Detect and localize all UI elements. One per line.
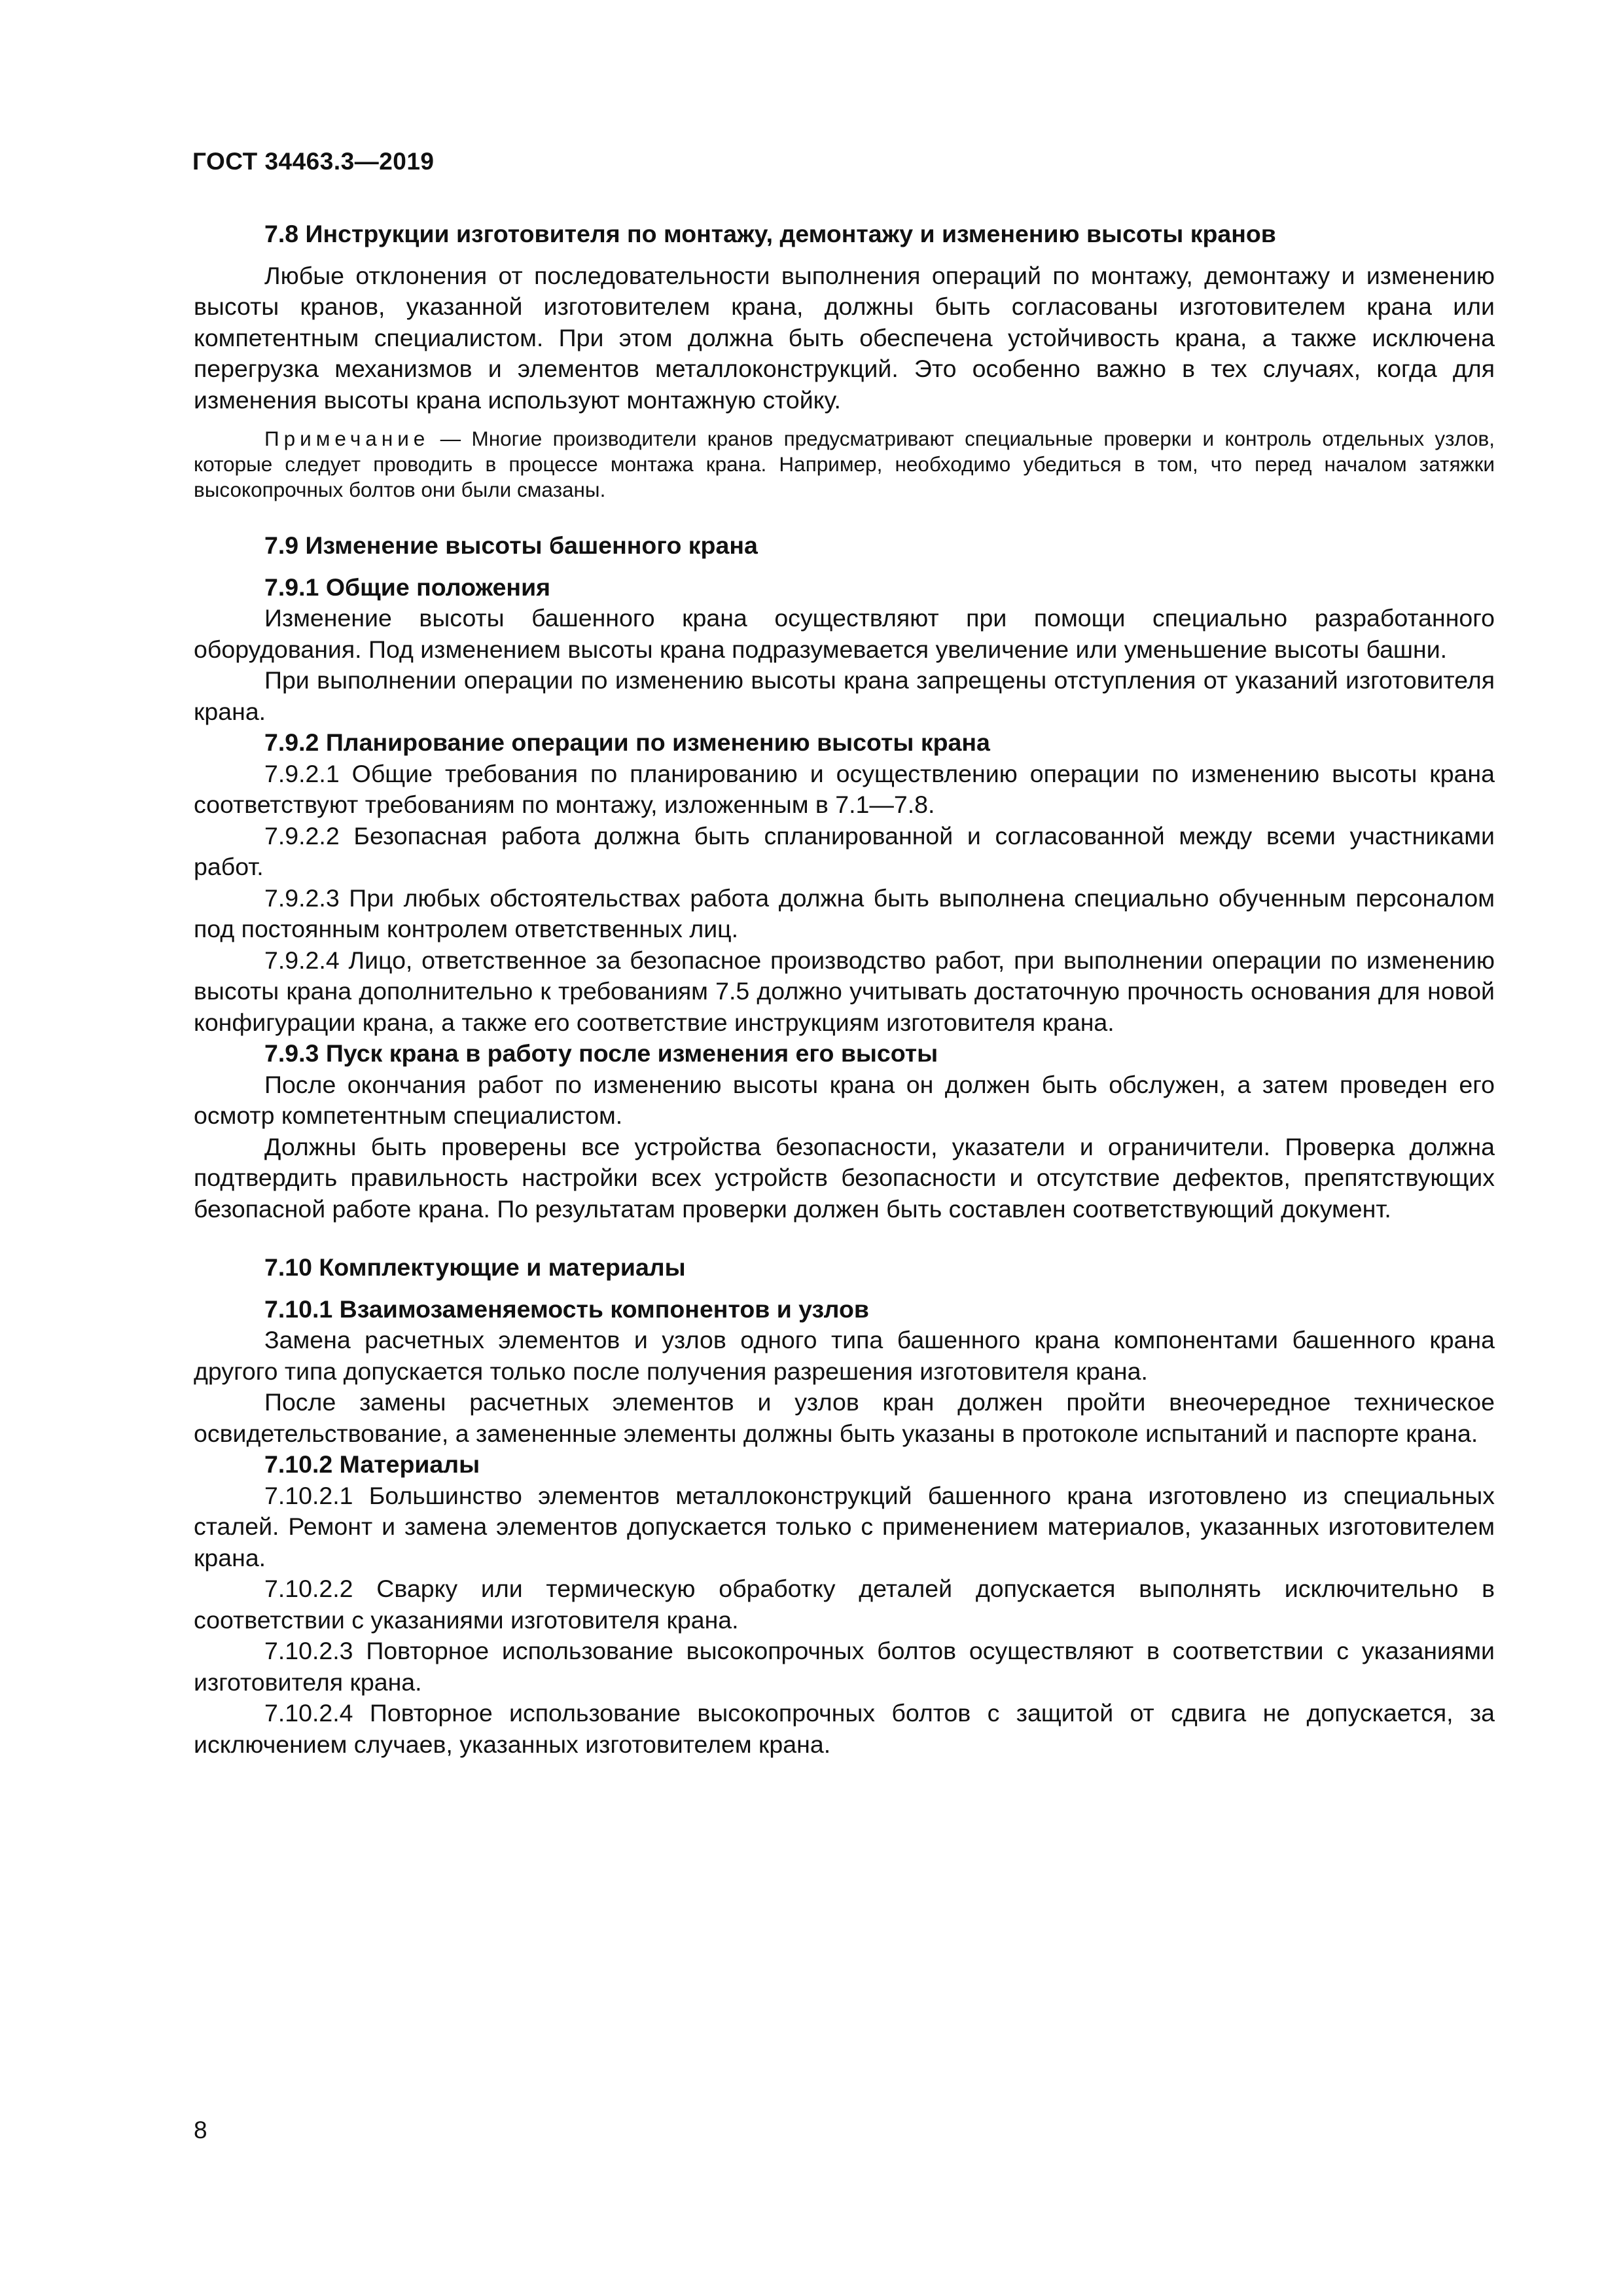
paragraph: Любые отклонения от последовательности выполнения операций по монтажу, демонтажу и изменению высоты кранов, указанной изготовителем крана, должны быть согласованы изготовителем крана или компетентным специалистом. При этом должна быть обеспечена устойчивость крана, а также исключена перегрузка механизмов и элементов металлоконструкций. Это особенно важно в тех случаях, когда для изменения высоты крана используют монтажную стойку. (194, 261, 1495, 414)
paragraph: 7.9.2.4 Лицо, ответственное за безопасное производство работ, при выполнении операции по изменению высоты крана дополнительно к требованиям 7.5 должно учитывать достаточную прочность основания для новой конфигурации крана, а также его соответствие инструкциям изготовителя крана. (194, 946, 1495, 1036)
subsection-title-7-10-1: 7.10.1 Взаимозаменяемость компонентов и узлов (264, 1295, 869, 1323)
section-title-7-9: 7.9 Изменение высоты башенного крана (264, 531, 758, 559)
paragraph: Изменение высоты башенного крана осуществляют при помощи специально разработанного оборудования. Под изменением высоты крана подразумевается увеличение или уменьшение высоты башни. (194, 604, 1495, 663)
paragraph: 7.9.2.3 При любых обстоятельствах работа должна быть выполнена специально обученным персоналом под постоянным контролем ответственных лиц. (194, 884, 1495, 942)
paragraph: Должны быть проверены все устройства безопасности, указатели и ограничители. Проверка должна подтвердить правильность настройки всех устройств безопасности и отсутствие дефектов, препятствующих безопасной работе крана. По результатам проверки должен быть составлен соответствующий документ. (194, 1132, 1495, 1223)
note (194, 426, 1495, 503)
note-text: — Многие производители кранов предусматривают специальные проверки и контроль отдельных узлов, которые следует проводить в процессе монтажа крана. Например, необходимо убедиться в том, что перед началом затяжки высокопрочных болтов они были смазаны. (194, 427, 1495, 501)
paragraph: Замена расчетных элементов и узлов одного типа башенного крана компонентами башенного крана другого типа допускается только после получения разрешения изготовителя крана. (194, 1326, 1495, 1385)
note-label: Примечание (264, 427, 430, 450)
subsection-title-7-9-1: 7.9.1 Общие положения (264, 573, 551, 601)
subsection-title-7-9-3: 7.9.3 Пуск крана в работу после изменения его высоты (264, 1039, 938, 1067)
subsection-title-7-10-2: 7.10.2 Материалы (264, 1450, 480, 1478)
paragraph: 7.10.2.4 Повторное использование высокопрочных болтов с защитой от сдвига не допускается, за исключением случаев, указанных изготовителем крана. (194, 1699, 1495, 1758)
page-number: 8 (194, 2117, 207, 2144)
paragraph: 7.10.2.2 Сварку или термическую обработку деталей допускается выполнять исключительно в соответствии с указаниями изготовителя крана. (194, 1575, 1495, 1634)
paragraph: При выполнении операции по изменению высоты крана запрещены отступления от указаний изготовителя крана. (194, 666, 1495, 725)
subsection-title-7-9-2: 7.9.2 Планирование операции по изменению высоты крана (264, 728, 990, 756)
paragraph: 7.9.2.2 Безопасная работа должна быть спланированной и согласованной между всеми участниками работ. (194, 821, 1495, 880)
paragraph: После замены расчетных элементов и узлов кран должен пройти внеочередное техническое освидетельствование, а замененные элементы должны быть указаны в протоколе испытаний и паспорте крана. (194, 1388, 1495, 1447)
paragraph: 7.10.2.3 Повторное использование высокопрочных болтов осуществляют в соответствии с указаниями изготовителя крана. (194, 1637, 1495, 1696)
section-title-7-10: 7.10 Комплектующие и материалы (264, 1253, 686, 1281)
section-title-7-8: 7.8 Инструкции изготовителя по монтажу, демонтажу и изменению высоты кранов (264, 220, 1276, 247)
paragraph: После окончания работ по изменению высоты крана он должен быть обслужен, а затем проведен его осмотр компетентным специалистом. (194, 1070, 1495, 1129)
document-id: ГОСТ 34463.3—2019 (192, 148, 435, 175)
paragraph: 7.10.2.1 Большинство элементов металлоконструкций башенного крана изготовлено из специальных сталей. Ремонт и замена элементов допускается только с применением материалов, указанных изготовителем крана. (194, 1481, 1495, 1571)
paragraph: 7.9.2.1 Общие требования по планированию и осуществлению операции по изменению высоты крана соответствуют требованиям по монтажу, изложенным в 7.1—7.8. (194, 759, 1495, 818)
page-content (194, 219, 1495, 1760)
